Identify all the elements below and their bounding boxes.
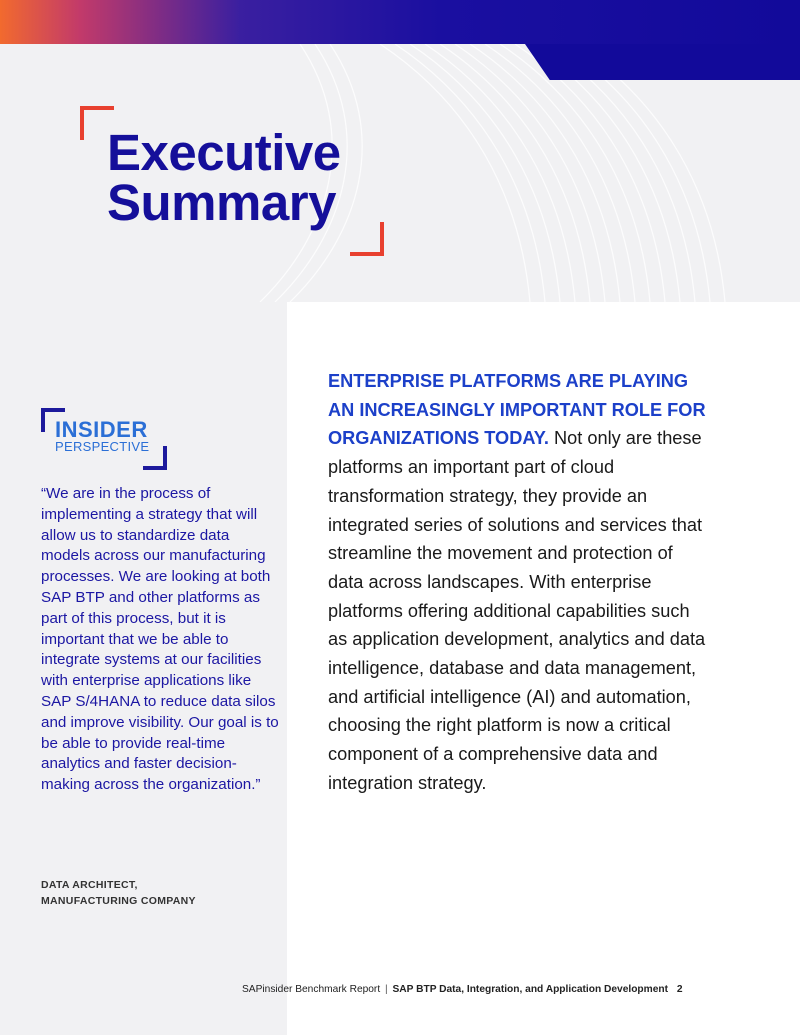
customer-quote: “We are in the process of implementing a strategy that will allow us to standardize data models across our manufacturing processes. We are looking at both SAP BTP and other platforms as part of this process, but it is important that we be able to integrate systems at our facilities with enterprise applications like SAP S/4HANA to reduce data silos and improve visibility. Our goal is to be able to provide real-time analytics and faster decision-making across the organization.” xyxy=(41,485,279,794)
title-line-2: Summary xyxy=(107,174,336,231)
quote-attribution xyxy=(41,877,261,909)
attribution-company: MANUFACTURING COMPANY xyxy=(41,895,196,907)
insider-bracket-bottom-right xyxy=(143,446,167,470)
summary-lead: ENTERPRISE PLATFORMS ARE PLAYING AN INCREASINGLY IMPORTANT ROLE FOR ORGANIZATIONS TODAY. xyxy=(328,371,706,449)
insider-logo-subtitle: PERSPECTIVE xyxy=(55,439,150,454)
attribution-role: DATA ARCHITECT, xyxy=(41,879,138,891)
footer-separator: | xyxy=(385,984,388,995)
insider-logo-title: INSIDER xyxy=(55,417,148,442)
page-number: 2 xyxy=(676,984,683,995)
top-navy-tab xyxy=(525,44,800,80)
summary-paragraph xyxy=(328,367,708,798)
footer-publication: SAPinsider Benchmark Report xyxy=(242,984,381,995)
page-title xyxy=(107,124,341,231)
summary-body: Not only are these platforms an important part of cloud transformation strategy, they provide an integrated series of solutions and services that streamline the movement and protection of data across landscapes. With enterprise platforms offering additional capabilities such as application development, analytics and data intelligence, database and data management, and artificial intelligence (AI) and automation, choosing the right platform is now a critical component of a comprehensive data and integration strategy. xyxy=(328,428,706,793)
title-bracket-bottom-right xyxy=(350,222,384,256)
footer-report-title: SAP BTP Data, Integration, and Application Development xyxy=(392,984,668,995)
page-footer xyxy=(242,983,692,997)
top-gradient-banner xyxy=(0,0,800,44)
title-line-1: Executive xyxy=(107,124,341,181)
